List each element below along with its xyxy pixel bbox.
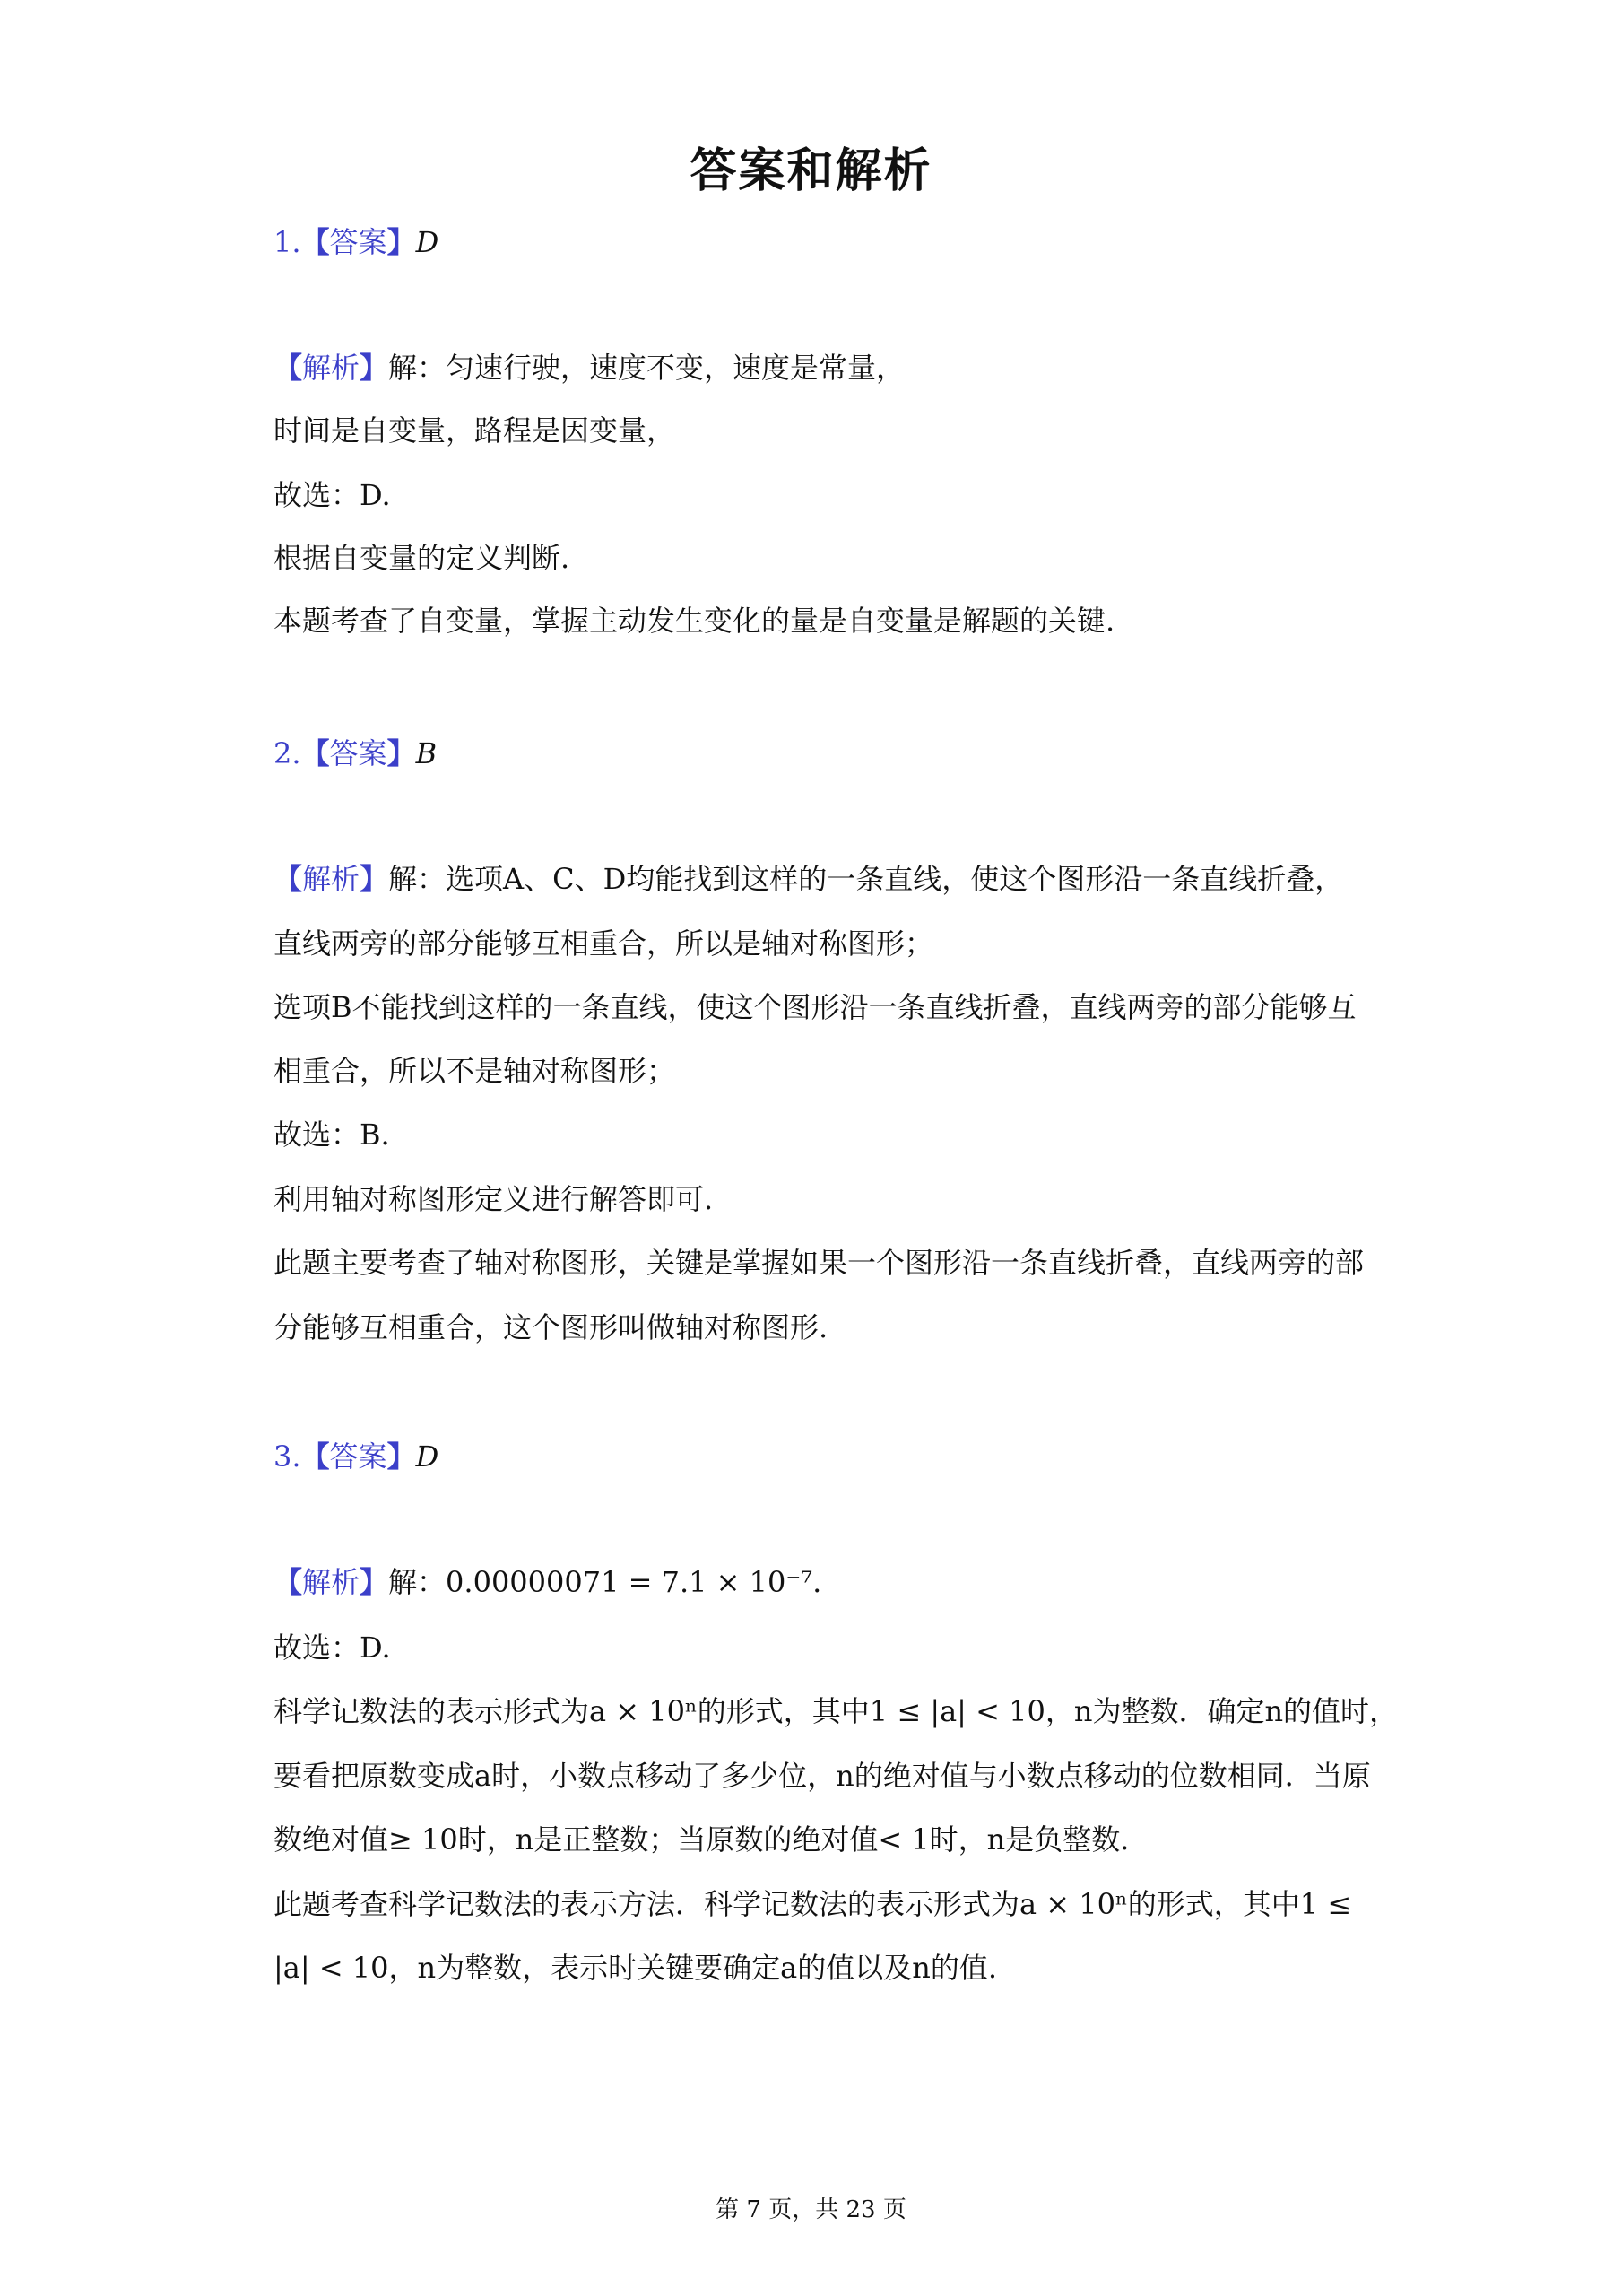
q2-analysis-text-2: 直线两旁的部分能够互相重合，所以是轴对称图形； [273,926,934,961]
q2-analysis-text-4: 相重合，所以不是轴对称图形； [273,1054,676,1088]
q3-answer-value: D [415,1439,439,1474]
q1-answer-line [273,224,438,260]
q2-analysis-text-6: 利用轴对称图形定义进行解答即可. [273,1182,714,1216]
q1-analysis-text-5: 本题考查了自变量，掌握主动发生变化的量是自变量是解题的关键. [273,604,1115,638]
q1-analysis-tag: 【解析】 [273,351,389,385]
q3-analysis-tag: 【解析】 [273,1565,389,1599]
q2-analysis-text-7: 此题主要考查了轴对称图形，关键是掌握如果一个图形沿一条直线折叠，直线两旁的部 [273,1246,1365,1280]
q1-answer-tag: 【答案】 [300,225,416,259]
q2-analysis-tag: 【解析】 [273,862,389,896]
q3-analysis-text-2: 故选：D. [273,1631,391,1665]
q2-number: 2. [273,736,301,770]
q2-analysis-text-1: 解：选项A、C、D均能找到这样的一条直线，使这个图形沿一条直线折叠， [388,862,1344,896]
q3-analysis-text-3: 科学记数法的表示形式为a × 10ⁿ的形式，其中1 ≤ |a| < 10，n为整数．确定n的值时， [273,1694,1399,1728]
q1-analysis-text-3: 故选：D. [273,478,391,512]
q3-analysis-text-4: 要看把原数变成a时，小数点移动了多少位，n的绝对值与小数点移动的位数相同．当原 [273,1759,1371,1793]
q3-answer-line [273,1439,438,1474]
q1-analysis-text-1: 解：匀速行驶，速度不变，速度是常量， [388,351,906,385]
q1-analysis-text-2: 时间是自变量，路程是因变量， [273,413,676,448]
q2-analysis-text-5: 故选：B. [273,1118,390,1152]
q3-analysis-text-6: 此题考查科学记数法的表示方法．科学记数法的表示形式为a × 10ⁿ的形式，其中1 ≤ [273,1887,1352,1921]
q2-analysis-text-8: 分能够互相重合，这个图形叫做轴对称图形. [273,1310,828,1344]
q2-analysis-line-1 [273,861,1343,897]
q1-number: 1. [273,225,301,259]
q2-answer-line [273,735,437,771]
q3-analysis-text-1: 解：0.00000071 = 7.1 × 10⁻⁷. [388,1565,822,1599]
page-title: 答案和解析 [690,144,932,198]
q1-answer-value: D [415,225,439,259]
q3-number: 3. [273,1439,301,1474]
q1-analysis-text-4: 根据自变量的定义判断. [273,541,570,575]
q3-analysis-text-5: 数绝对值≥ 10时，n是正整数；当原数的绝对值< 1时，n是负整数. [273,1822,1130,1857]
q2-answer-value: B [415,736,438,770]
q3-analysis-text-7: |a| < 10，n为整数，表示时关键要确定a的值以及n的值. [273,1951,997,1985]
q1-analysis-line-1 [273,350,905,386]
q2-analysis-text-3: 选项B不能找到这样的一条直线，使这个图形沿一条直线折叠，直线两旁的部分能够互 [273,990,1357,1024]
page-footer: 第 7 页，共 23 页 [716,2196,906,2223]
q2-answer-tag: 【答案】 [300,736,416,770]
q3-analysis-line-1 [273,1564,821,1600]
q3-answer-tag: 【答案】 [300,1439,416,1474]
